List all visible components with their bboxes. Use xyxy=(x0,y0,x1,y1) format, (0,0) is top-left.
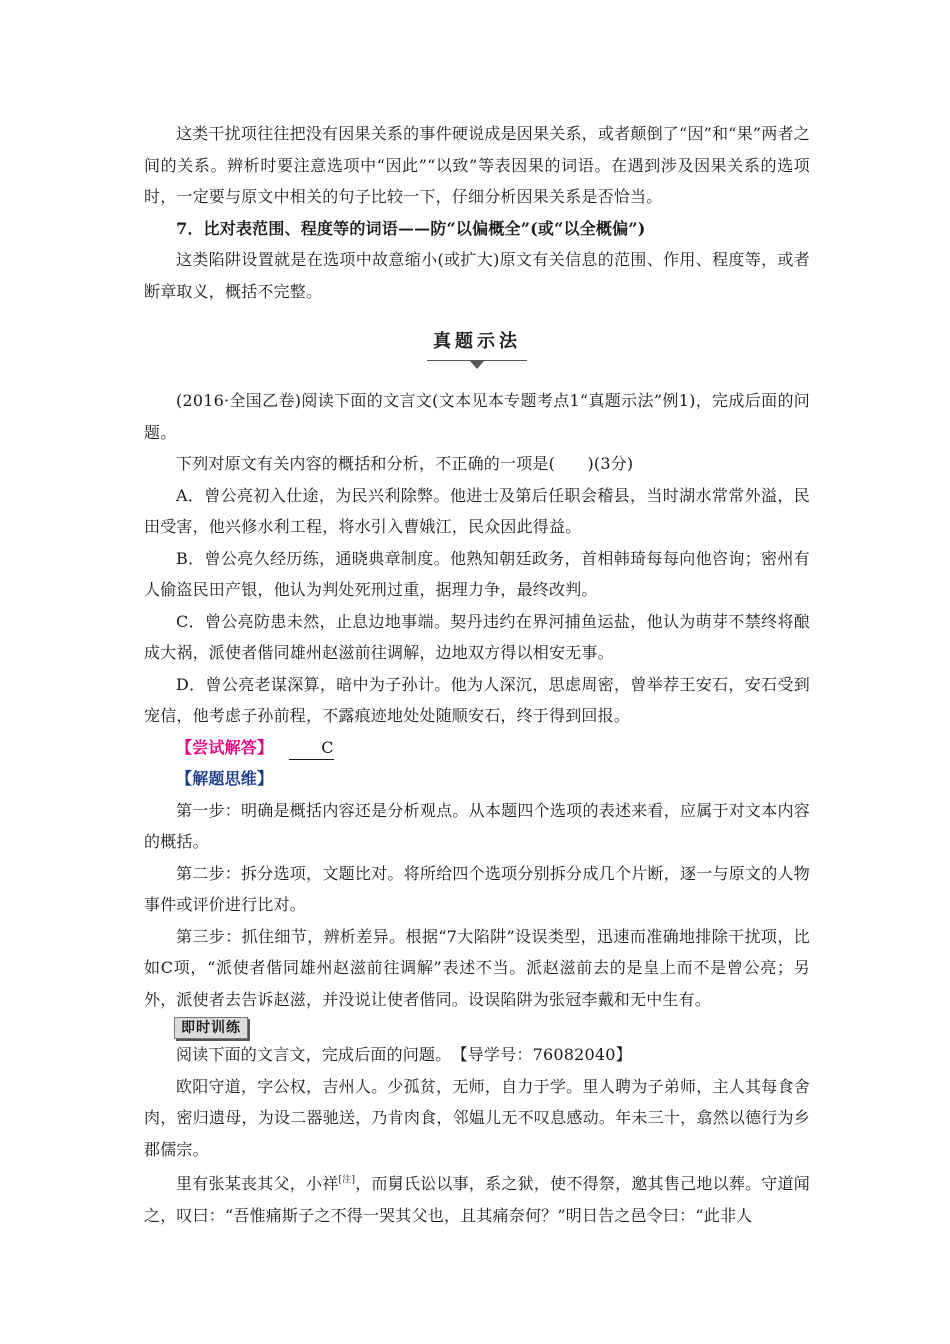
paragraph-causality-trap: 这类干扰项往往把没有因果关系的事件硬说成是因果关系，或者颠倒了“因”和“果”两者之间的关系。辨析时要注意选项中“因此”“以致”等表因果的词语。在遇到涉及因果关系的选项时，一定要与原文中相关的句子比较一下，仔细分析因果关系是否恰当。 xyxy=(144,124,810,206)
document-page xyxy=(144,118,810,1231)
question-stem: 下列对原文有关内容的概括和分析，不正确的一项是( )(3分) xyxy=(176,454,634,473)
question-intro: (2016·全国乙卷)阅读下面的文言文(文本见本专题考点1“真题示法”例1)，完成后面的问题。 xyxy=(144,391,810,442)
option-b: B．曾公亮久经历练，通晓典章制度。他熟知朝廷政务，首相韩琦每每向他咨询；密州有人偷盗民田产银，他认为判处死刑过重，据理力争，最终改判。 xyxy=(144,548,810,599)
thinking-label: 【解题思维】 xyxy=(176,769,274,788)
step-2: 第二步：拆分选项，文题比对。将所给四个选项分别拆分成几个片断，逐一与原文的人物事件或评价进行比对。 xyxy=(144,863,810,914)
practice-badge: 即时训练 xyxy=(174,1017,248,1039)
practice-intro: 阅读下面的文言文，完成后面的问题。 【导学号：76082040】 xyxy=(176,1045,632,1064)
down-triangle-icon xyxy=(470,361,484,369)
paragraph-scope-trap: 这类陷阱设置就是在选项中故意缩小(或扩大)原文有关信息的范围、作用、程度等，或者断章取义，概括不完整。 xyxy=(144,250,810,301)
answer-value: C xyxy=(289,737,333,760)
passage-paragraph-2 xyxy=(144,1165,810,1231)
section-heading xyxy=(144,327,810,375)
passage-paragraph-1: 欧阳守道，字公权，吉州人。少孤贫，无师，自力于学。里人聘为子弟师，主人其每食舍肉，密归遗母，为设二器驰送，乃肯肉食，邻媪儿无不叹息感动。年未三十，翕然以德行为乡郡儒宗。 xyxy=(144,1076,810,1159)
practice-badge-row xyxy=(144,1017,810,1039)
option-a: A．曾公亮初入仕途，为民兴利除弊。他进士及第后任职会稽县，当时湖水常常外溢，民田受害，他兴修水利工程，将水引入曹娥江，民众因此得益。 xyxy=(144,485,810,536)
footnote-marker: [注] xyxy=(338,1175,356,1185)
try-answer-line xyxy=(144,732,810,764)
thinking-line xyxy=(144,763,810,795)
passage-paragraph-2-start: 里有张某丧其父，小祥 xyxy=(176,1174,339,1193)
try-answer-label: 【尝试解答】 xyxy=(176,737,274,757)
step-1: 第一步：明确是概括内容还是分析观点。从本题四个选项的表述来看，应属于对文本内容的概括。 xyxy=(144,800,810,851)
section-title-text: 真题示法 xyxy=(423,327,531,353)
option-d: D．曾公亮老谋深算，暗中为子孙计。他为人深沉，思虑周密，曾举荐王安石，安石受到宠信，他考虑子孙前程，不露痕迹地处处随顺安石，终于得到回报。 xyxy=(144,674,810,725)
option-c: C．曾公亮防患未然，止息边地事端。契丹违约在界河捕鱼运盐，他认为萌芽不禁终将酿成大祸，派使者偕同雄州赵滋前往调解，边地双方得以相安无事。 xyxy=(144,611,810,662)
step-3: 第三步：抓住细节，辨析差异。根据“7大陷阱”设误类型，迅速而准确地排除干扰项，比如C项，“派使者偕同雄州赵滋前往调解”表述不当。派赵滋前去的是皇上而不是曾公亮；另外，派使者去告诉赵滋，并没说让使者偕同。设误陷阱为张冠李戴和无中生有。 xyxy=(144,926,810,1009)
trap-item-7-heading: 7．比对表范围、程度等的词语——防“以偏概全”(或“以全概偏”) xyxy=(176,218,646,238)
passage-paragraph-2-end: ，而舅氏讼以事，系之狱，使不得祭，邀其售己地以葬。守道闻之，叹曰：“吾惟痛斯子之不得一哭其父也，且其痛奈何？”明日告之邑令曰：“此非人 xyxy=(144,1174,810,1225)
